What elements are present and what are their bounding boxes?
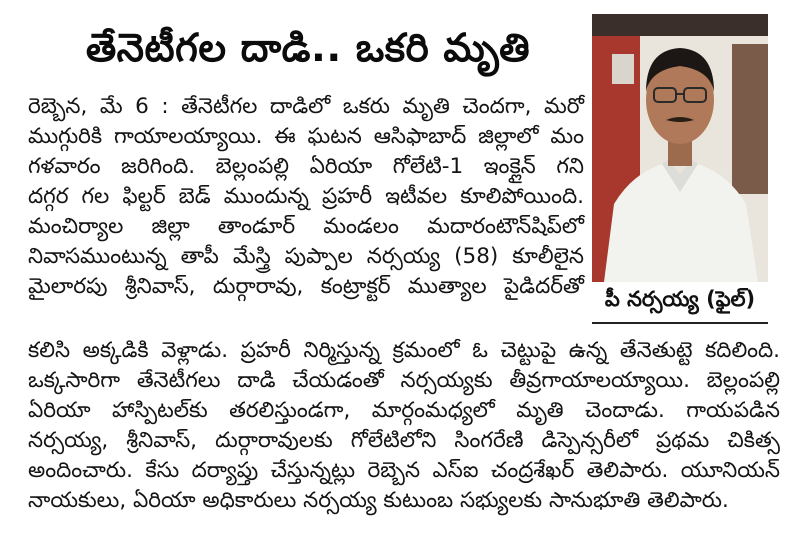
article-line: ఒక్కసారిగా తేనెటీగలు దాడి చేయడంతో నర్సయ్యకు తీవ్రగాయాలయ్యాయి. బెల్లంపల్లి — [28, 368, 780, 393]
portrait-illustration — [592, 14, 768, 282]
article-line: దగ్గర గల ఫిల్టర్ బెడ్ ముందున్న ప్రహరీ ఇటీవల కూలిపోయింది. — [28, 184, 584, 209]
article-line: మైలారపు శ్రీనివాస్, దుర్గారావు, కంట్రాక్టర్ ముత్యాల పైడిదర్‌తో — [28, 274, 584, 299]
photo-poster — [612, 54, 634, 84]
article-line: గళవారం జరిగింది. బెల్లంపల్లి ఏరియా గోలేటి-1 ఇంక్లైన్ గని — [28, 154, 584, 179]
article-line: అందించారు. కేసు దర్యాప్తు చేస్తున్నట్లు రెబ్బెన ఎస్ఐ చంద్రశేఖర్ తెలిపారు. యూనియన్ — [28, 458, 780, 483]
article-line: మంచిర్యాల జిల్లా తాండూర్ మండలం మదారంటౌన్‌షిప్‌లో — [28, 214, 584, 239]
article-line: ఏరియా హాస్పిటల్‌కు తరలిస్తుండగా, మార్గంమధ్యలో మృతి చెందాడు. గాయపడిన — [28, 398, 780, 423]
article-line: నివాసముంటున్న తాపీ మేస్త్రి పుప్పాల నర్సయ్య (58) కూలీలైన — [28, 244, 584, 269]
photo-right-frame — [732, 44, 768, 194]
article-line: రెబ్బెన, మే 6 : తేనెటీగల దాడిలో ఒకరు మృతి చెందగా, మరో — [28, 94, 584, 119]
article-line: నర్సయ్య, శ్రీనివాస్, దుర్గారావులకు గోలేటిలోని సింగరేణి డిస్పెన్సరీలో ప్రథమ చికిత్స — [28, 428, 780, 453]
portrait-photo — [592, 14, 768, 282]
photo-caption: పీ నర్సయ్య (ఫైల్) — [592, 282, 768, 324]
article-line: ముగ్గురికి గాయాలయ్యాయి. ఈ ఘటన ఆసిఫాబాద్ జిల్లాలో మం — [28, 124, 584, 149]
article-line: నాయకులు, ఏరియా అధికారులు నర్సయ్య కుటుంబ సభ్యులకు సానుభూతి తెలిపారు. — [28, 488, 729, 513]
article-line: కలిసి అక్కడికి వెళ్లాడు. ప్రహరీ నిర్మిస్తున్న క్రమంలో ఓ చెట్టుపై ఉన్న తేనెతుట్టె కదిలింది. — [28, 338, 780, 363]
photo-dark-panel — [592, 14, 768, 36]
article-headline: తేనెటీగల దాడి.. ఒకరి మృతి — [85, 26, 531, 71]
